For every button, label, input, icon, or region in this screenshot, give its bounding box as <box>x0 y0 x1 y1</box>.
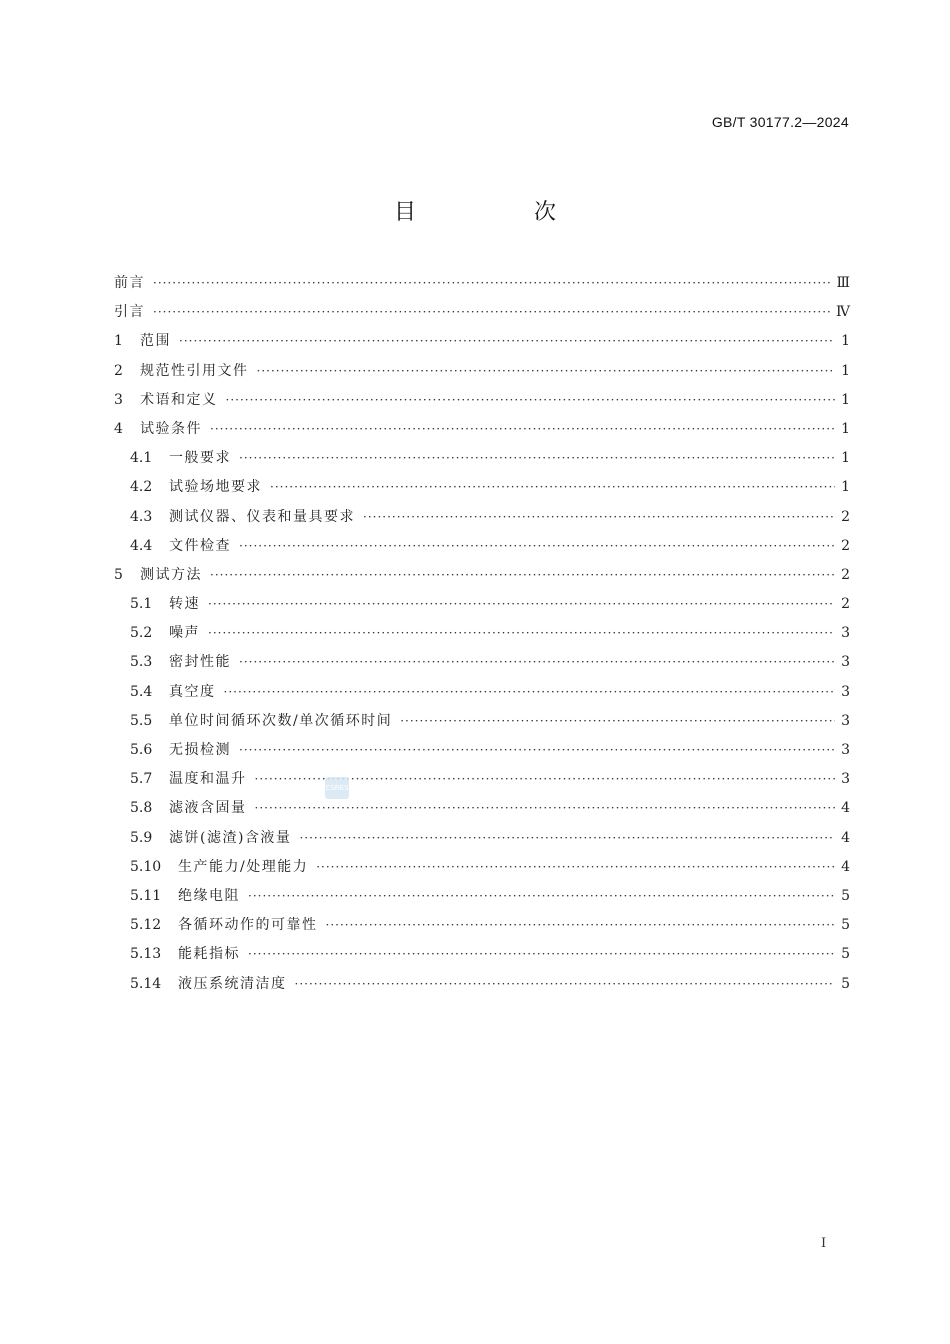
toc-entry[interactable] <box>114 648 850 677</box>
toc-leader-dots <box>400 707 835 736</box>
toc-leader-dots <box>153 298 830 327</box>
toc-entry[interactable] <box>114 503 850 532</box>
toc-entry-page: 1 <box>841 391 850 408</box>
toc-entry[interactable] <box>114 794 850 823</box>
toc-entry-page: 5 <box>841 917 850 934</box>
toc-entry-label: 单位时间循环次数/单次循环时间 <box>169 712 393 729</box>
toc-entry-page: 3 <box>841 771 850 788</box>
toc-entry-page: 4 <box>841 829 850 846</box>
toc-entry-number: 5.11 <box>130 887 162 904</box>
toc-entry-label: 术语和定义 <box>140 391 218 408</box>
toc-entry-number: 5.3 <box>130 654 153 671</box>
toc-entry-number: 2 <box>114 362 123 379</box>
toc-entry-label: 能耗指标 <box>178 946 240 963</box>
toc-entry-number: 5.13 <box>130 946 162 963</box>
toc-leader-dots <box>257 357 836 386</box>
toc-leader-dots <box>153 269 830 298</box>
toc-leader-dots <box>363 503 835 532</box>
toc-entry-page: 2 <box>841 537 850 554</box>
toc-leader-dots <box>239 444 835 473</box>
toc-entry-label: 滤饼(滤渣)含液量 <box>169 829 292 846</box>
toc-leader-dots <box>326 911 836 940</box>
toc-entry-page: 3 <box>841 654 850 671</box>
toc-entry-number: 5.12 <box>130 917 162 934</box>
page-number: Ⅰ <box>821 1236 827 1251</box>
toc-entry-number: 5.6 <box>130 742 153 758</box>
toc-entry-page: 3 <box>841 683 850 700</box>
standard-code: GB/T 30177.2—2024 <box>711 114 849 130</box>
toc-leader-dots <box>239 532 835 561</box>
toc-entry[interactable] <box>114 619 850 648</box>
toc-entry-label: 试验场地要求 <box>169 479 262 496</box>
toc-entry-page: Ⅳ <box>836 304 850 321</box>
toc-entry-number: 4.3 <box>130 508 153 525</box>
toc-entry-page: 1 <box>841 479 850 496</box>
toc-leader-dots <box>208 619 835 648</box>
toc-entry-page: 3 <box>841 712 850 729</box>
toc-entry[interactable] <box>114 473 850 502</box>
toc-entry-page: 1 <box>841 420 850 437</box>
toc-leader-dots <box>239 736 835 765</box>
toc-entry-label: 文件检查 <box>169 537 231 554</box>
toc-entry-page: 5 <box>841 975 850 992</box>
toc-entry-label: 引言 <box>114 304 145 321</box>
toc-entry[interactable] <box>114 970 850 999</box>
toc-entry[interactable] <box>114 298 850 327</box>
toc-entry[interactable] <box>114 532 850 561</box>
toc-entry-number: 5 <box>114 566 123 583</box>
toc-entry[interactable] <box>114 357 850 386</box>
toc-entry[interactable] <box>114 853 850 882</box>
toc-leader-dots <box>179 327 835 356</box>
toc-entry[interactable] <box>114 415 850 444</box>
toc-entry-page: 1 <box>841 362 850 379</box>
toc-entry[interactable] <box>114 561 850 590</box>
toc-leader-dots <box>210 561 835 590</box>
toc-entry[interactable] <box>114 327 850 356</box>
toc-leader-dots <box>239 648 835 677</box>
toc-entry-number: 5.1 <box>130 596 153 613</box>
toc-entry-page: 4 <box>841 800 850 817</box>
toc-leader-dots <box>248 940 835 969</box>
toc-entry-label: 规范性引用文件 <box>140 362 249 379</box>
toc-entry-label: 范围 <box>140 333 171 350</box>
toc-leader-dots <box>270 473 835 502</box>
toc-leader-dots <box>210 415 835 444</box>
toc-entry-number: 5.4 <box>130 683 153 700</box>
toc-leader-dots <box>316 853 835 882</box>
toc-entry-page: Ⅲ <box>836 275 850 291</box>
toc-entry-label: 真空度 <box>169 683 216 700</box>
toc-entry-label: 测试方法 <box>140 566 202 583</box>
toc-entry-number: 4.2 <box>130 479 153 496</box>
toc-leader-dots <box>226 386 836 415</box>
toc-entry-label: 滤液含固量 <box>169 800 247 817</box>
toc-entry-number: 5.10 <box>130 858 162 875</box>
toc-entry-number: 5.9 <box>130 829 153 846</box>
toc-entry-number: 4 <box>114 420 123 437</box>
toc-entry[interactable] <box>114 882 850 911</box>
toc-entry-number: 5.2 <box>130 625 153 642</box>
toc-entry[interactable] <box>114 940 850 969</box>
toc-entry-number: 5.5 <box>130 712 153 729</box>
toc-entry[interactable] <box>114 590 850 619</box>
toc-entry-number: 5.14 <box>130 975 162 992</box>
toc-entry-page: 2 <box>841 566 850 583</box>
toc-entry-label: 液压系统清洁度 <box>178 975 287 992</box>
toc-entry-label: 生产能力/处理能力 <box>178 858 309 875</box>
toc-entry-page: 3 <box>841 625 850 642</box>
toc-entry-page: 1 <box>841 450 850 467</box>
toc-entry-number: 3 <box>114 391 123 408</box>
toc-entry-label: 无损检测 <box>169 742 231 758</box>
toc-entry-page: 2 <box>841 596 850 613</box>
toc-entry[interactable] <box>114 765 850 794</box>
toc-entry[interactable] <box>114 736 850 765</box>
toc-entry-label: 绝缘电阻 <box>178 887 240 904</box>
toc-entry-label: 测试仪器、仪表和量具要求 <box>169 508 355 525</box>
toc-entry-page: 2 <box>841 508 850 525</box>
toc-entry-page: 1 <box>841 333 850 350</box>
toc-entry-number: 4.1 <box>130 450 153 467</box>
toc-leader-dots <box>299 824 835 853</box>
watermark-logo: CSRES <box>325 777 349 799</box>
toc-leader-dots <box>295 970 836 999</box>
toc-entry[interactable] <box>114 707 850 736</box>
toc-leader-dots <box>224 678 836 707</box>
toc-entry-number: 5.7 <box>130 771 153 788</box>
toc-entry-number: 1 <box>114 333 123 350</box>
toc-entry[interactable] <box>114 911 850 940</box>
page-title: 目 次 <box>393 200 604 225</box>
toc-entry[interactable] <box>114 824 850 853</box>
toc-entry-label: 温度和温升 <box>169 771 247 788</box>
toc-entry-page: 4 <box>841 858 850 875</box>
toc-entry-label: 转速 <box>169 596 200 613</box>
toc-entry[interactable] <box>114 269 850 298</box>
toc-leader-dots <box>248 882 835 911</box>
toc-entry[interactable] <box>114 444 850 473</box>
toc-entry-page: 3 <box>841 742 850 758</box>
toc-entry-number: 5.8 <box>130 800 153 817</box>
toc-entry-label: 前言 <box>114 275 145 291</box>
toc-entry-number: 4.4 <box>130 537 153 554</box>
toc-leader-dots <box>208 590 835 619</box>
toc-entry-label: 一般要求 <box>169 450 231 467</box>
toc-entry-label: 噪声 <box>169 625 200 642</box>
toc-entry-page: 5 <box>841 887 850 904</box>
toc-entry[interactable] <box>114 386 850 415</box>
toc-entry-label: 试验条件 <box>140 420 202 437</box>
table-of-contents <box>114 269 850 999</box>
toc-entry[interactable] <box>114 678 850 707</box>
toc-entry-label: 密封性能 <box>169 654 231 671</box>
toc-entry-page: 5 <box>841 946 850 963</box>
toc-entry-label: 各循环动作的可靠性 <box>178 917 318 934</box>
